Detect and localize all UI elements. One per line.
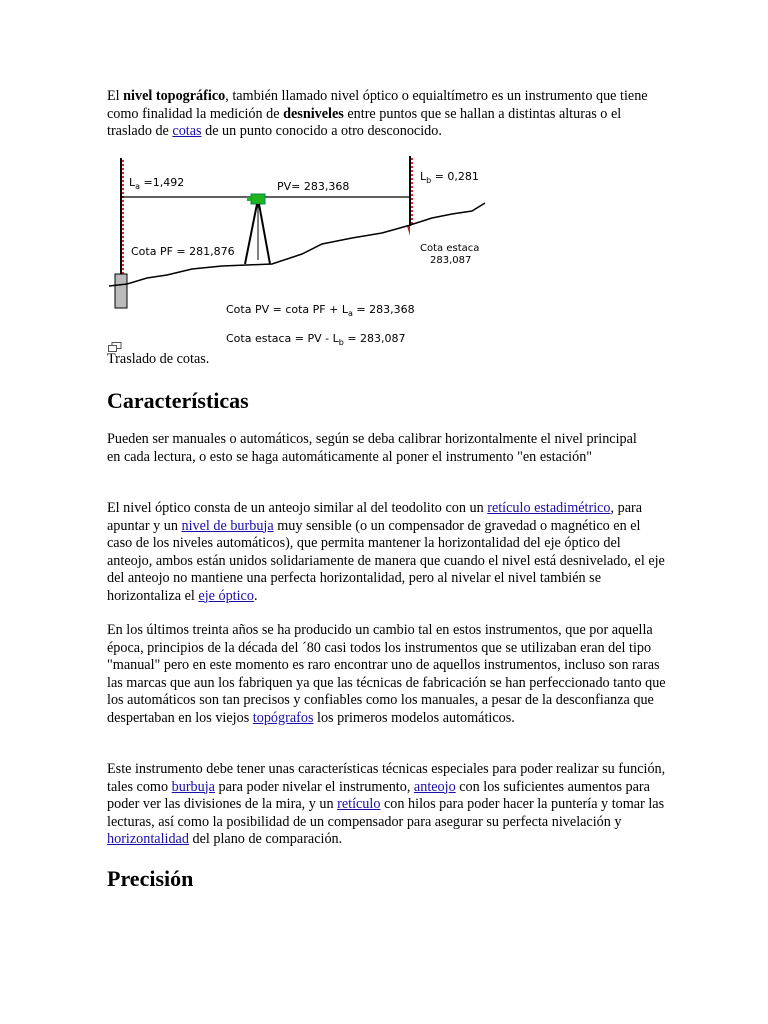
stake xyxy=(407,226,410,236)
intro-paragraph xyxy=(107,88,667,141)
link-anteojo[interactable]: anteojo xyxy=(413,778,456,795)
link-eje-optico[interactable]: eje óptico xyxy=(198,587,254,604)
figure-caption: Traslado de cotas. xyxy=(107,351,210,367)
heading-precision: Precisión xyxy=(107,866,194,891)
formula-cota-estaca: Cota estaca = PV - $L_b = 283,087$ xyxy=(226,332,406,347)
p3-text-2: los primeros modelos automáticos. xyxy=(313,709,515,726)
label-la: $L_a =1,492$ xyxy=(129,176,185,191)
paragraph-1: Pueden ser manuales o automáticos, según se deba calibrar horizontalmente el nivel principal en cada lectura, o esto se haga automáticamente al poner el instrumento "en estación" xyxy=(107,431,637,465)
link-cotas[interactable]: cotas xyxy=(172,123,202,139)
p2-text-2: , para apuntar y un xyxy=(107,500,643,534)
intro-text-1: El xyxy=(107,88,124,104)
paragraph-2 xyxy=(107,500,667,605)
intro-text-4: de un punto conocido a otro desconocido. xyxy=(201,123,442,139)
label-pv: PV= 283,368 xyxy=(277,180,350,193)
tripod-leg-right xyxy=(259,204,270,264)
p4-text-3: con los suficientes aumentos para poder ver las divisiones de la mira, y un xyxy=(107,778,650,812)
intro-text-3: entre puntos que se hallan a distintas alturas o el traslado de xyxy=(107,105,622,139)
p2-text-3: muy sensible (o un compensador de gravedad o magnético en el caso de los niveles automáticos), que permita mantener la horizontalidad del eje óptico del anteojo, ambos están unidos solidariamente de manera que cuando el nivel está desnivelado, el eje del anteojo no mantiene una perfecta horizontalidad, pero al nivelar el nivel también se horizontaliza el xyxy=(107,517,665,604)
intro-text-2: , también llamado nivel óptico o equialtímetro es un instrumento que tiene como finalidad la medición de xyxy=(107,88,648,122)
link-nivel-de-burbuja[interactable]: nivel de burbuja xyxy=(181,517,274,534)
paragraph-3 xyxy=(107,622,667,727)
label-cota-pf: Cota PF = 281,876 xyxy=(131,245,235,258)
p4-text-5: del plano de comparación. xyxy=(188,831,343,847)
paragraph-4 xyxy=(107,761,667,849)
link-burbuja[interactable]: burbuja xyxy=(171,778,215,795)
tripod-leg-left xyxy=(245,204,257,264)
link-horizontalidad[interactable]: horizontalidad xyxy=(107,831,189,847)
label-lb: $L_b = 0,281$ xyxy=(420,170,479,185)
label-cota-estaca-value: 283,087 xyxy=(430,255,472,266)
link-reticulo-estadimetrico[interactable]: retículo estadimétrico xyxy=(487,500,611,516)
formula-cota-pv: Cota PV = cota PF + $L_a = 283,368$ xyxy=(226,303,415,318)
p2-text-4: . xyxy=(253,587,258,604)
benchmark-pf xyxy=(115,274,127,308)
term-desniveles: desniveles xyxy=(283,105,344,122)
p4-text-1: Este instrumento debe tener unas características técnicas especiales para poder realizar su función, tales como xyxy=(107,761,666,795)
p2-text-1: El nivel óptico consta de un anteojo similar al del teodolito con un xyxy=(107,500,488,516)
p3-text-1: En los últimos treinta años se ha producido un cambio tal en estos instrumentos, que por aquella época, principios de la década del ´80 casi todos los instrumentos que se utilizaban eran del tipo "manual" pero en este momento es raro encontrar uno de aquellos instrumentos, incluso son raras las marcas que aun los fabriquen ya que las técnicas de fabricación se han perfeccionado tanto que los automáticos son tan precisos y confiables como los manuales, a pesar de la desconfianza que despertaban en los viejos xyxy=(107,622,666,726)
label-cota-estaca: Cota estaca xyxy=(420,243,480,254)
link-reticulo[interactable]: retículo xyxy=(337,796,381,812)
heading-caracteristicas: Características xyxy=(107,388,249,413)
p4-text-2: para poder nivelar el instrumento, xyxy=(214,778,414,795)
term-nivel-topografico: nivel topográfico xyxy=(123,88,226,104)
link-topografos[interactable]: topógrafos xyxy=(252,709,314,726)
p4-text-4: con hilos para poder hacer la puntería y tomar las lecturas, así como la posibilidad de un compensador para asegurar su perfecta nivelación y xyxy=(107,796,665,830)
level-instrument-icon xyxy=(251,194,265,204)
